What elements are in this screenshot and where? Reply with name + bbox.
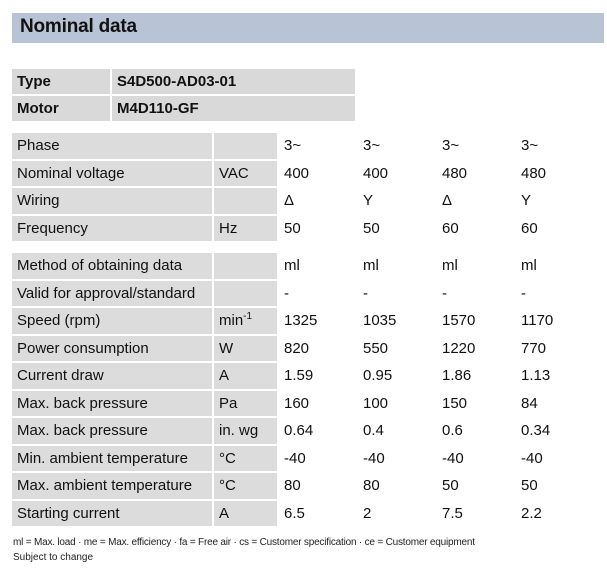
row-label: Wiring [12, 188, 212, 214]
table-row [12, 446, 593, 472]
value-cell: 3~ [358, 133, 435, 159]
row-label: Max. back pressure [12, 418, 212, 444]
row-unit [214, 363, 277, 389]
row-label: Valid for approval/standard [12, 281, 212, 307]
value-cell: ml [437, 253, 514, 279]
section-title-bar [12, 13, 604, 43]
value-cell: 480 [437, 161, 514, 187]
table-row [12, 281, 593, 307]
unit-text: °C [219, 477, 236, 494]
electrical-data-table [12, 133, 593, 243]
value-cell: 6.5 [279, 501, 356, 527]
row-label: Starting current [12, 501, 212, 527]
unit-text: W [219, 339, 234, 357]
value-cell: 0.4 [358, 418, 435, 444]
value-cell: - [279, 281, 356, 307]
table-row [12, 133, 593, 159]
value-cell: 150 [437, 391, 514, 417]
unit-text: min [219, 312, 244, 329]
value-cell: 100 [358, 391, 435, 417]
value-cell: 60 [516, 216, 593, 242]
row-unit [214, 253, 277, 279]
table-row [12, 336, 593, 362]
value-cell: 60 [437, 216, 514, 242]
value-cell: 1.86 [437, 363, 514, 389]
value-cell: Δ [279, 188, 356, 214]
value-cell: 820 [279, 336, 356, 362]
value-cell: - [358, 281, 435, 307]
value-cell: 400 [279, 161, 356, 187]
value-cell: 0.34 [516, 418, 593, 444]
value-cell: 1570 [437, 308, 514, 334]
value-cell: 1170 [516, 308, 593, 334]
unit-superscript: -1 [243, 311, 253, 322]
value-cell: 50 [358, 216, 435, 242]
row-label: Phase [12, 133, 212, 159]
row-unit [214, 473, 277, 499]
unit-text: °C [219, 449, 236, 467]
row-unit [214, 133, 277, 159]
value-cell: 50 [516, 473, 593, 499]
value-cell: 3~ [279, 133, 356, 159]
table-row [12, 391, 593, 417]
row-label: Method of obtaining data [12, 253, 212, 279]
value-cell: 3~ [516, 133, 593, 159]
value-cell: 80 [279, 473, 356, 499]
table-row [12, 161, 593, 187]
value-cell: 400 [358, 161, 435, 187]
row-unit [214, 336, 277, 362]
value-cell: 3~ [437, 133, 514, 159]
section-title: Nominal data [20, 16, 137, 37]
table-row [12, 216, 593, 242]
unit-text: Pa [219, 394, 238, 412]
value-cell: 0.95 [358, 363, 435, 389]
unit-text: VAC [219, 164, 249, 182]
table-row [12, 501, 593, 527]
value-cell: ml [279, 253, 356, 279]
subject-to-change: Subject to change [13, 552, 94, 563]
value-cell: 0.6 [437, 418, 514, 444]
value-cell: 480 [516, 161, 593, 187]
row-unit [214, 308, 277, 334]
type-value: S4D500-AD03-01 [112, 69, 355, 94]
motor-row [12, 96, 357, 121]
table-row [12, 253, 593, 279]
type-row [12, 69, 357, 94]
table-row [12, 188, 593, 214]
value-cell: 2 [358, 501, 435, 527]
value-cell: 7.5 [437, 501, 514, 527]
value-cell: 550 [358, 336, 435, 362]
row-label: Nominal voltage [12, 161, 212, 187]
value-cell: 50 [279, 216, 356, 242]
value-cell: Y [516, 188, 593, 214]
value-cell: -40 [358, 446, 435, 472]
value-cell: -40 [279, 446, 356, 472]
value-cell: -40 [437, 446, 514, 472]
unit-text: A [219, 367, 230, 384]
value-cell: 1035 [358, 308, 435, 334]
table-row [12, 473, 593, 499]
row-label: Power consumption [12, 336, 212, 362]
value-cell: 160 [279, 391, 356, 417]
row-label: Max. ambient temperature [12, 473, 212, 499]
unit-text: Hz [219, 219, 238, 237]
row-label: Max. back pressure [12, 391, 212, 417]
row-label: Frequency [12, 216, 212, 242]
value-cell: ml [516, 253, 593, 279]
unit-text: A [219, 504, 230, 522]
value-cell: Y [358, 188, 435, 214]
value-cell: - [437, 281, 514, 307]
table-row [12, 308, 593, 334]
value-cell: - [516, 281, 593, 307]
row-unit [214, 446, 277, 472]
row-unit [214, 216, 277, 242]
type-motor-table [12, 69, 357, 123]
motor-label: Motor [12, 96, 110, 121]
value-cell: 1.59 [279, 363, 356, 389]
row-unit [214, 391, 277, 417]
row-unit [214, 188, 277, 214]
value-cell: 80 [358, 473, 435, 499]
value-cell: 50 [437, 473, 514, 499]
row-label: Speed (rpm) [12, 308, 212, 334]
value-cell: 1325 [279, 308, 356, 334]
value-cell: Δ [437, 188, 514, 214]
row-unit [214, 418, 277, 444]
row-label: Min. ambient temperature [12, 446, 212, 472]
row-unit [214, 161, 277, 187]
performance-data-table [12, 253, 593, 528]
value-cell: 0.64 [279, 418, 356, 444]
value-cell: 2.2 [516, 501, 593, 527]
row-unit [214, 281, 277, 307]
value-cell: 1.13 [516, 363, 593, 389]
value-cell: ml [358, 253, 435, 279]
row-label: Current draw [12, 363, 212, 389]
value-cell: 1220 [437, 336, 514, 362]
value-cell: 84 [516, 391, 593, 417]
value-cell: -40 [516, 446, 593, 472]
row-unit [214, 501, 277, 527]
motor-value: M4D110-GF [112, 96, 355, 121]
unit-text: in. wg [219, 422, 259, 439]
table-row [12, 418, 593, 444]
value-cell: 770 [516, 336, 593, 362]
footnote: ml = Max. load · me = Max. efficiency · fa = Free air · cs = Customer specification · ce = Customer equipment [13, 537, 475, 548]
type-label: Type [12, 69, 110, 94]
table-row [12, 363, 593, 389]
